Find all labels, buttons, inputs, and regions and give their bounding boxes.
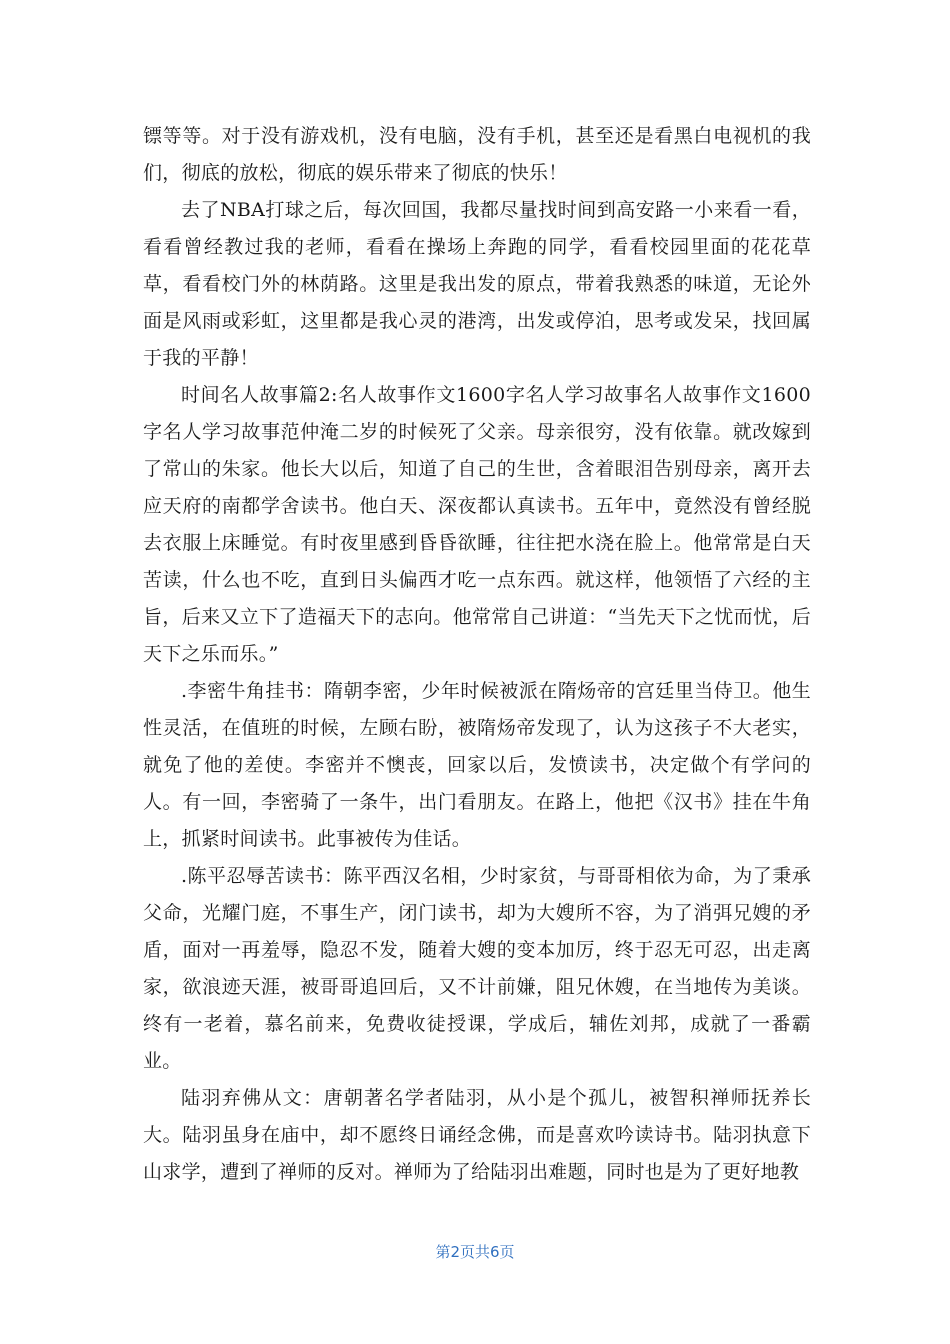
paragraph-1: 镖等等。对于没有游戏机，没有电脑，没有手机，甚至还是看黑白电视机的我们，彻底的放松，彻底的娱乐带来了彻底的快乐！ bbox=[143, 125, 811, 184]
document-body bbox=[143, 118, 811, 1191]
page-number-footer: 第2页共6页 bbox=[435, 1243, 515, 1261]
paragraph-2: 去了NBA打球之后，每次回国，我都尽量找时间到高安路一小来看一看，看看曾经教过我的老师，看看在操场上奔跑的同学，看看校园里面的花花草草，看看校门外的林荫路。这里是我出发的原点，带着我熟悉的味道，无论外面是风雨或彩虹，这里都是我心灵的港湾，出发或停泊，思考或发呆，找回属于我的平静！ bbox=[143, 199, 811, 369]
paragraph-4: .李密牛角挂书：隋朝李密，少年时候被派在隋炀帝的宫廷里当侍卫。他生性灵活，在值班的时候，左顾右盼，被隋炀帝发现了，认为这孩子不大老实，就免了他的差使。李密并不懊丧，回家以后，发愤读书，决定做个有学问的人。有一回，李密骑了一条牛，出门看朋友。在路上，他把《汉书》挂在牛角上，抓紧时间读书。此事被传为佳话。 bbox=[143, 680, 811, 850]
paragraph-6: 陆羽弃佛从文：唐朝著名学者陆羽，从小是个孤儿，被智积禅师抚养长大。陆羽虽身在庙中，却不愿终日诵经念佛，而是喜欢吟读诗书。陆羽执意下山求学，遭到了禅师的反对。禅师为了给陆羽出难题，同时也是为了更好地教 bbox=[143, 1087, 811, 1183]
paragraph-5: .陈平忍辱苦读书：陈平西汉名相，少时家贫，与哥哥相依为命，为了秉承父命，光耀门庭，不事生产，闭门读书，却为大嫂所不容，为了消弭兄嫂的矛盾，面对一再羞辱，隐忍不发，随着大嫂的变本加厉，终于忍无可忍，出走离家，欲浪迹天涯，被哥哥追回后，又不计前嫌，阻兄休嫂，在当地传为美谈。终有一老着，慕名前来，免费收徒授课，学成后，辅佐刘邦，成就了一番霸业。 bbox=[143, 865, 811, 1072]
paragraph-3: 时间名人故事篇2:名人故事作文1600字名人学习故事名人故事作文1600字名人学习故事范仲淹二岁的时候死了父亲。母亲很穷，没有依靠。就改嫁到了常山的朱家。他长大以后，知道了自己的生世，含着眼泪告别母亲，离开去应天府的南都学舍读书。他白天、深夜都认真读书。五年中，竟然没有曾经脱去衣服上床睡觉。有时夜里感到昏昏欲睡，往往把水浇在脸上。他常常是白天苦读，什么也不吃，直到日头偏西才吃一点东西。就这样，他领悟了六经的主旨，后来又立下了造福天下的志向。他常常自己讲道：“当先天下之忧而忧，后天下之乐而乐。” bbox=[143, 384, 811, 665]
